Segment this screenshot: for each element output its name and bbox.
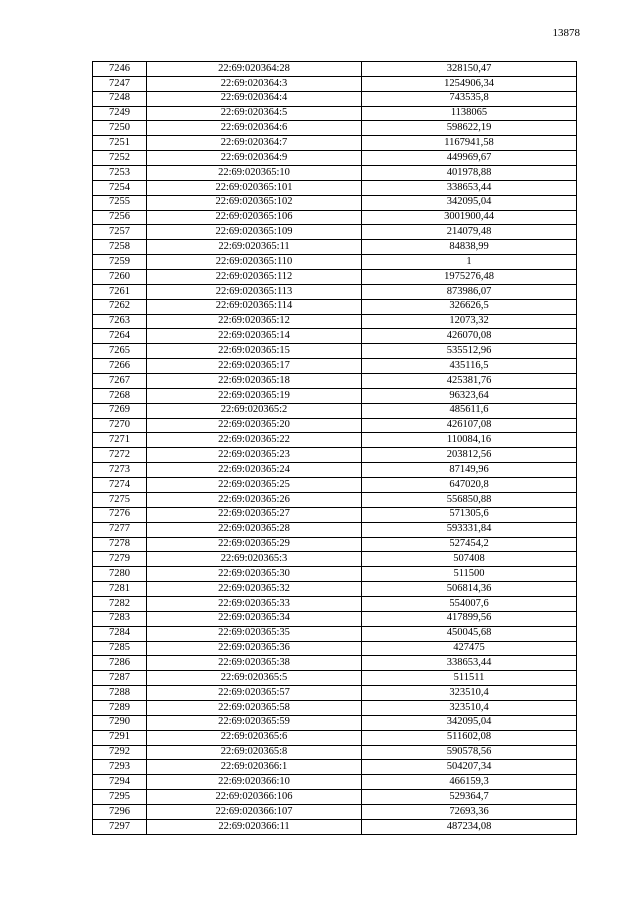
cadastral-number-cell: 22:69:020365:102 <box>147 195 362 210</box>
row-number-cell: 7270 <box>93 418 147 433</box>
cadastral-number-cell: 22:69:020365:57 <box>147 686 362 701</box>
value-cell: 72693,36 <box>362 804 577 819</box>
table-row <box>93 745 577 760</box>
cadastral-number-cell: 22:69:020365:30 <box>147 567 362 582</box>
row-number-cell: 7263 <box>93 314 147 329</box>
value-cell: 487234,08 <box>362 819 577 834</box>
cadastral-number-cell: 22:69:020365:36 <box>147 641 362 656</box>
row-number-cell: 7252 <box>93 151 147 166</box>
table-row <box>93 180 577 195</box>
row-number-cell: 7247 <box>93 76 147 91</box>
cadastral-number-cell: 22:69:020366:11 <box>147 819 362 834</box>
cadastral-number-cell: 22:69:020365:8 <box>147 745 362 760</box>
table-row <box>93 671 577 686</box>
table-row <box>93 91 577 106</box>
table-row <box>93 210 577 225</box>
row-number-cell: 7273 <box>93 463 147 478</box>
value-cell: 427475 <box>362 641 577 656</box>
row-number-cell: 7289 <box>93 700 147 715</box>
cadastral-number-cell: 22:69:020365:26 <box>147 492 362 507</box>
cadastral-number-cell: 22:69:020365:106 <box>147 210 362 225</box>
cadastral-number-cell: 22:69:020364:3 <box>147 76 362 91</box>
value-cell: 342095,04 <box>362 715 577 730</box>
table-row <box>93 151 577 166</box>
cadastral-number-cell: 22:69:020365:3 <box>147 552 362 567</box>
value-cell: 504207,34 <box>362 760 577 775</box>
row-number-cell: 7292 <box>93 745 147 760</box>
value-cell: 401978,88 <box>362 166 577 181</box>
cadastral-number-cell: 22:69:020365:112 <box>147 270 362 285</box>
row-number-cell: 7262 <box>93 299 147 314</box>
cadastral-number-cell: 22:69:020364:4 <box>147 91 362 106</box>
cadastral-number-cell: 22:69:020365:114 <box>147 299 362 314</box>
row-number-cell: 7276 <box>93 507 147 522</box>
value-cell: 511500 <box>362 567 577 582</box>
row-number-cell: 7278 <box>93 537 147 552</box>
row-number-cell: 7257 <box>93 225 147 240</box>
value-cell: 450045,68 <box>362 626 577 641</box>
value-cell: 598622,19 <box>362 121 577 136</box>
table-body <box>93 62 577 835</box>
row-number-cell: 7294 <box>93 775 147 790</box>
row-number-cell: 7250 <box>93 121 147 136</box>
value-cell: 506814,36 <box>362 582 577 597</box>
table-row <box>93 611 577 626</box>
value-cell: 425381,76 <box>362 374 577 389</box>
table-row <box>93 656 577 671</box>
value-cell: 527454,2 <box>362 537 577 552</box>
value-cell: 571305,6 <box>362 507 577 522</box>
table-row <box>93 403 577 418</box>
table-row <box>93 463 577 478</box>
cadastral-number-cell: 22:69:020365:15 <box>147 344 362 359</box>
row-number-cell: 7296 <box>93 804 147 819</box>
row-number-cell: 7258 <box>93 240 147 255</box>
row-number-cell: 7279 <box>93 552 147 567</box>
cadastral-number-cell: 22:69:020365:59 <box>147 715 362 730</box>
table-row <box>93 225 577 240</box>
value-cell: 1167941,58 <box>362 136 577 151</box>
value-cell: 535512,96 <box>362 344 577 359</box>
table-row <box>93 567 577 582</box>
cadastral-number-cell: 22:69:020366:1 <box>147 760 362 775</box>
cadastral-number-cell: 22:69:020365:38 <box>147 656 362 671</box>
row-number-cell: 7249 <box>93 106 147 121</box>
table-row <box>93 775 577 790</box>
value-cell: 435116,5 <box>362 359 577 374</box>
cadastral-number-cell: 22:69:020365:35 <box>147 626 362 641</box>
cadastral-number-cell: 22:69:020366:106 <box>147 790 362 805</box>
cadastral-number-cell: 22:69:020365:5 <box>147 671 362 686</box>
data-table <box>92 61 577 835</box>
cadastral-number-cell: 22:69:020365:12 <box>147 314 362 329</box>
row-number-cell: 7286 <box>93 656 147 671</box>
table-row <box>93 478 577 493</box>
table-row <box>93 760 577 775</box>
row-number-cell: 7268 <box>93 388 147 403</box>
value-cell: 1975276,48 <box>362 270 577 285</box>
row-number-cell: 7287 <box>93 671 147 686</box>
value-cell: 426107,08 <box>362 418 577 433</box>
value-cell: 1138065 <box>362 106 577 121</box>
cadastral-number-cell: 22:69:020364:6 <box>147 121 362 136</box>
cadastral-number-cell: 22:69:020365:10 <box>147 166 362 181</box>
cadastral-number-cell: 22:69:020365:23 <box>147 448 362 463</box>
row-number-cell: 7255 <box>93 195 147 210</box>
row-number-cell: 7285 <box>93 641 147 656</box>
table-row <box>93 537 577 552</box>
value-cell: 511511 <box>362 671 577 686</box>
table-row <box>93 136 577 151</box>
value-cell: 466159,3 <box>362 775 577 790</box>
row-number-cell: 7253 <box>93 166 147 181</box>
cadastral-number-cell: 22:69:020365:28 <box>147 522 362 537</box>
table-row <box>93 299 577 314</box>
table-row <box>93 359 577 374</box>
value-cell: 1254906,34 <box>362 76 577 91</box>
value-cell: 338653,44 <box>362 656 577 671</box>
table-row <box>93 240 577 255</box>
cadastral-number-cell: 22:69:020365:58 <box>147 700 362 715</box>
table-row <box>93 195 577 210</box>
table-row <box>93 552 577 567</box>
page-number: 13878 <box>552 27 580 39</box>
row-number-cell: 7297 <box>93 819 147 834</box>
table-row <box>93 388 577 403</box>
value-cell: 323510,4 <box>362 700 577 715</box>
value-cell: 1 <box>362 255 577 270</box>
value-cell: 743535,8 <box>362 91 577 106</box>
value-cell: 326626,5 <box>362 299 577 314</box>
value-cell: 511602,08 <box>362 730 577 745</box>
value-cell: 426070,08 <box>362 329 577 344</box>
table-row <box>93 329 577 344</box>
cadastral-number-cell: 22:69:020365:34 <box>147 611 362 626</box>
row-number-cell: 7246 <box>93 62 147 77</box>
row-number-cell: 7272 <box>93 448 147 463</box>
table-row <box>93 700 577 715</box>
cadastral-number-cell: 22:69:020365:11 <box>147 240 362 255</box>
table-row <box>93 641 577 656</box>
table-row <box>93 418 577 433</box>
table-row <box>93 582 577 597</box>
value-cell: 556850,88 <box>362 492 577 507</box>
cadastral-number-cell: 22:69:020365:14 <box>147 329 362 344</box>
table-row <box>93 314 577 329</box>
cadastral-number-cell: 22:69:020365:101 <box>147 180 362 195</box>
row-number-cell: 7293 <box>93 760 147 775</box>
cadastral-number-cell: 22:69:020364:7 <box>147 136 362 151</box>
value-cell: 529364,7 <box>362 790 577 805</box>
row-number-cell: 7254 <box>93 180 147 195</box>
value-cell: 417899,56 <box>362 611 577 626</box>
value-cell: 647020,8 <box>362 478 577 493</box>
value-cell: 96323,64 <box>362 388 577 403</box>
table-row <box>93 76 577 91</box>
row-number-cell: 7271 <box>93 433 147 448</box>
value-cell: 590578,56 <box>362 745 577 760</box>
value-cell: 485611,6 <box>362 403 577 418</box>
value-cell: 328150,47 <box>362 62 577 77</box>
table-row <box>93 255 577 270</box>
row-number-cell: 7275 <box>93 492 147 507</box>
row-number-cell: 7284 <box>93 626 147 641</box>
value-cell: 84838,99 <box>362 240 577 255</box>
row-number-cell: 7261 <box>93 284 147 299</box>
value-cell: 338653,44 <box>362 180 577 195</box>
value-cell: 449969,67 <box>362 151 577 166</box>
row-number-cell: 7290 <box>93 715 147 730</box>
row-number-cell: 7267 <box>93 374 147 389</box>
cadastral-number-cell: 22:69:020365:20 <box>147 418 362 433</box>
value-cell: 323510,4 <box>362 686 577 701</box>
row-number-cell: 7251 <box>93 136 147 151</box>
value-cell: 214079,48 <box>362 225 577 240</box>
table-row <box>93 730 577 745</box>
value-cell: 110084,16 <box>362 433 577 448</box>
value-cell: 507408 <box>362 552 577 567</box>
value-cell: 342095,04 <box>362 195 577 210</box>
cadastral-number-cell: 22:69:020365:24 <box>147 463 362 478</box>
value-cell: 12073,32 <box>362 314 577 329</box>
table-row <box>93 284 577 299</box>
table-row <box>93 804 577 819</box>
table-row <box>93 62 577 77</box>
value-cell: 593331,84 <box>362 522 577 537</box>
cadastral-number-cell: 22:69:020365:6 <box>147 730 362 745</box>
row-number-cell: 7280 <box>93 567 147 582</box>
row-number-cell: 7260 <box>93 270 147 285</box>
table-row <box>93 344 577 359</box>
table-row <box>93 790 577 805</box>
table-row <box>93 686 577 701</box>
row-number-cell: 7266 <box>93 359 147 374</box>
row-number-cell: 7277 <box>93 522 147 537</box>
row-number-cell: 7256 <box>93 210 147 225</box>
table-row <box>93 507 577 522</box>
cadastral-number-cell: 22:69:020364:5 <box>147 106 362 121</box>
cadastral-number-cell: 22:69:020365:27 <box>147 507 362 522</box>
row-number-cell: 7264 <box>93 329 147 344</box>
cadastral-number-cell: 22:69:020365:19 <box>147 388 362 403</box>
cadastral-number-cell: 22:69:020365:18 <box>147 374 362 389</box>
value-cell: 87149,96 <box>362 463 577 478</box>
cadastral-number-cell: 22:69:020364:28 <box>147 62 362 77</box>
cadastral-number-cell: 22:69:020365:22 <box>147 433 362 448</box>
row-number-cell: 7282 <box>93 596 147 611</box>
table-row <box>93 374 577 389</box>
table-row <box>93 433 577 448</box>
cadastral-number-cell: 22:69:020366:107 <box>147 804 362 819</box>
table-row <box>93 106 577 121</box>
table-row <box>93 121 577 136</box>
value-cell: 554007,6 <box>362 596 577 611</box>
row-number-cell: 7259 <box>93 255 147 270</box>
table-row <box>93 715 577 730</box>
row-number-cell: 7288 <box>93 686 147 701</box>
cadastral-number-cell: 22:69:020365:113 <box>147 284 362 299</box>
row-number-cell: 7283 <box>93 611 147 626</box>
table-row <box>93 819 577 834</box>
table-row <box>93 492 577 507</box>
row-number-cell: 7295 <box>93 790 147 805</box>
cadastral-number-cell: 22:69:020365:110 <box>147 255 362 270</box>
row-number-cell: 7274 <box>93 478 147 493</box>
cadastral-number-cell: 22:69:020365:17 <box>147 359 362 374</box>
table-row <box>93 596 577 611</box>
row-number-cell: 7265 <box>93 344 147 359</box>
table-row <box>93 522 577 537</box>
row-number-cell: 7281 <box>93 582 147 597</box>
cadastral-number-cell: 22:69:020366:10 <box>147 775 362 790</box>
row-number-cell: 7291 <box>93 730 147 745</box>
row-number-cell: 7269 <box>93 403 147 418</box>
table-row <box>93 448 577 463</box>
table-row <box>93 626 577 641</box>
cadastral-number-cell: 22:69:020365:109 <box>147 225 362 240</box>
cadastral-number-cell: 22:69:020365:29 <box>147 537 362 552</box>
row-number-cell: 7248 <box>93 91 147 106</box>
table-row <box>93 270 577 285</box>
value-cell: 873986,07 <box>362 284 577 299</box>
value-cell: 203812,56 <box>362 448 577 463</box>
table-row <box>93 166 577 181</box>
cadastral-number-cell: 22:69:020365:32 <box>147 582 362 597</box>
cadastral-number-cell: 22:69:020365:33 <box>147 596 362 611</box>
value-cell: 3001900,44 <box>362 210 577 225</box>
cadastral-number-cell: 22:69:020364:9 <box>147 151 362 166</box>
cadastral-number-cell: 22:69:020365:2 <box>147 403 362 418</box>
cadastral-number-cell: 22:69:020365:25 <box>147 478 362 493</box>
